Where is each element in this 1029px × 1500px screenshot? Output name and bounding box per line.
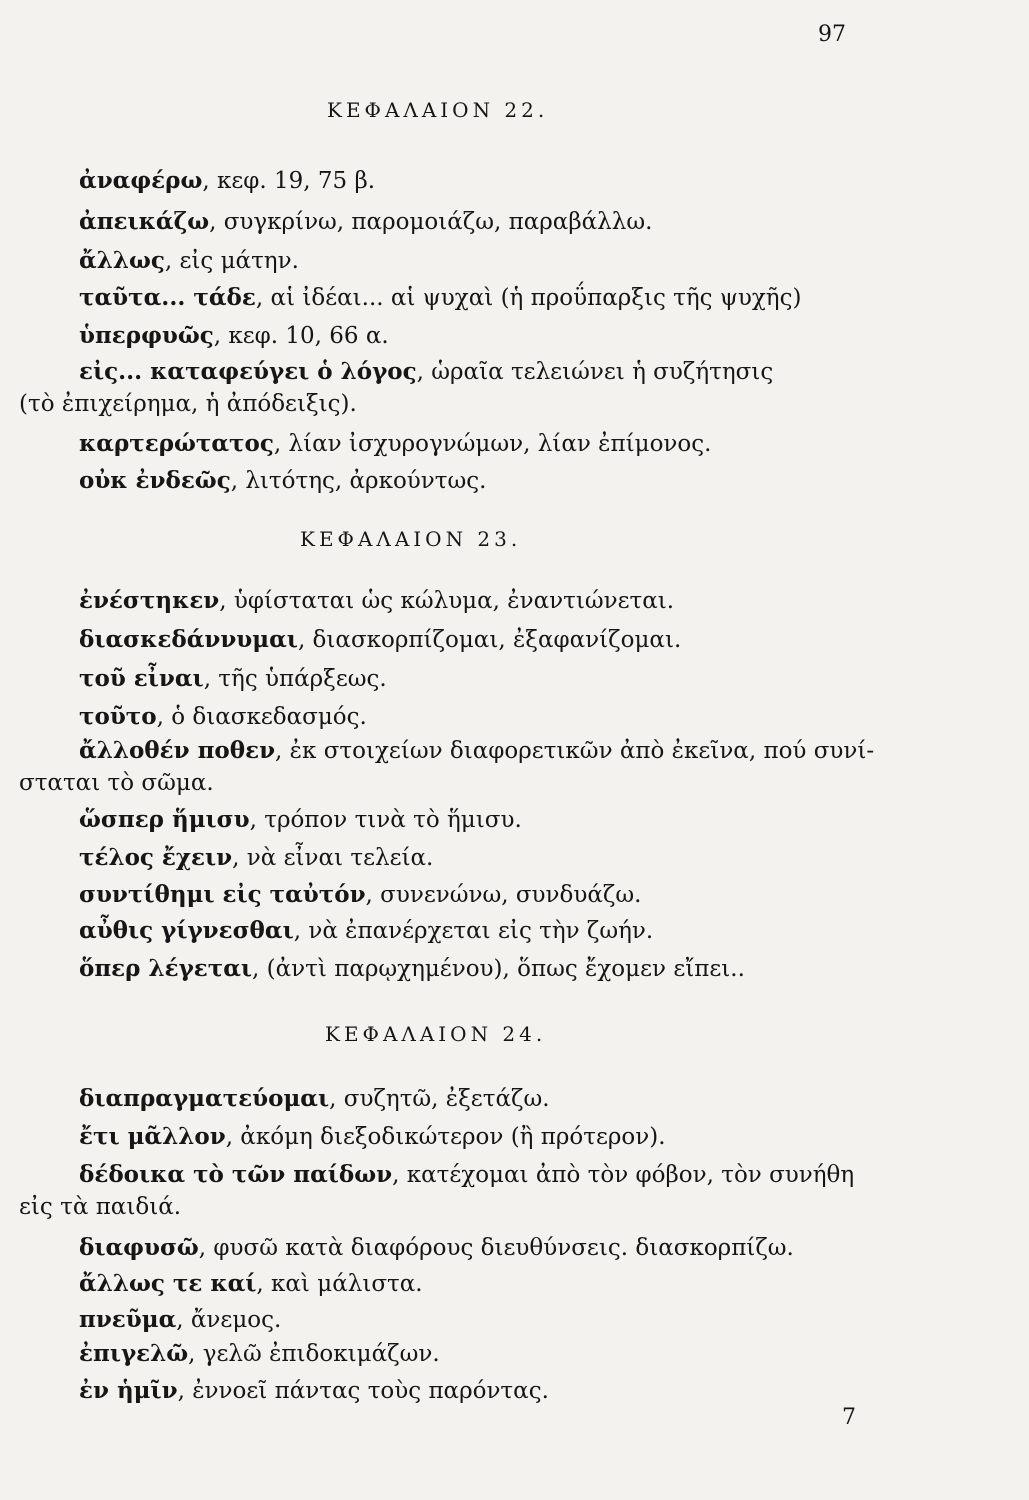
chapter-title: ΚΕΦΑΛΑΙΟΝ 23.: [300, 527, 522, 551]
glossary-entry: [79, 663, 387, 695]
glossary-entry: [79, 804, 522, 836]
entry-term: συντίθημι εἰς ταὐτόν: [79, 881, 366, 908]
glossary-entry: [79, 1304, 281, 1336]
entry-term: ταῦτα... τάδε: [79, 284, 256, 311]
entry-term: ἄλλως τε καί: [79, 1270, 257, 1297]
entry-gloss: , κεφ. 19, 75 β.: [202, 168, 376, 194]
entry-gloss: , καὶ μάλιστα.: [256, 1271, 423, 1297]
entry-gloss: , ὑφίσταται ὡς κώλυμα, ἐναντιώνεται.: [219, 588, 675, 614]
entry-gloss: , συνενώνω, συνδυάζω.: [365, 882, 642, 908]
entry-term: εἰς... καταφεύγει ὁ λόγος: [79, 358, 417, 385]
entry-gloss: , νὰ εἶναι τελεία.: [232, 845, 434, 871]
glossary-entry: [79, 879, 641, 911]
glossary-entry: [79, 701, 367, 733]
glossary-entry: [79, 1375, 549, 1407]
entry-term: ἔτι μᾶλλον: [79, 1123, 226, 1150]
entry-gloss: , διασκορπίζομαι, ἐξαφανίζομαι.: [297, 627, 682, 653]
signature-mark: 7: [842, 1405, 856, 1430]
glossary-entry: [19, 1159, 855, 1223]
glossary-entry: [19, 356, 774, 420]
entry-gloss: , κεφ. 10, 66 α.: [213, 323, 389, 349]
entry-gloss: , τῆς ὑπάρξεως.: [203, 666, 387, 692]
entry-term: ὑπερφυῶς: [79, 322, 214, 349]
entry-term: ἐν ἡμῖν: [79, 1377, 178, 1404]
entry-term: ἀναφέρω: [79, 167, 203, 194]
entry-term: διασκεδάννυμαι: [79, 626, 298, 653]
entry-term: διαφυσῶ: [79, 1234, 199, 1261]
entry-term: τοῦτο: [79, 703, 157, 730]
glossary-entry: [79, 1121, 666, 1153]
glossary-entry: [79, 1268, 423, 1300]
glossary-entry: [79, 1232, 794, 1264]
entry-gloss: , ἀκόμη διεξοδικώτερον (ἢ πρότερον).: [225, 1124, 666, 1150]
glossary-entry: [79, 1083, 550, 1115]
entry-term: ὥσπερ ἥμισυ: [79, 806, 250, 833]
glossary-entry: [79, 953, 745, 985]
entry-gloss: , γελῶ ἐπιδοκιμάζων.: [188, 1341, 440, 1367]
glossary-entry: [79, 428, 711, 460]
entry-term: ἐπιγελῶ: [79, 1340, 189, 1367]
entry-gloss: , λιτότης, ἀρκούντως.: [230, 468, 487, 494]
glossary-entry: [79, 206, 652, 238]
entry-term: τοῦ εἶναι: [79, 665, 204, 692]
glossary-entry: [79, 585, 674, 617]
entry-gloss: , ἐννοεῖ πάντας τοὺς παρόντας.: [177, 1378, 549, 1404]
entry-term: αὖθις γίγνεσθαι: [79, 917, 294, 944]
entry-term: καρτερώτατος: [79, 430, 274, 457]
entry-term: ἀπεικάζω: [79, 208, 210, 235]
glossary-entry: [79, 624, 681, 656]
entry-term: πνεῦμα: [79, 1306, 177, 1333]
entry-gloss: , ἐκ στοιχείων διαφορετικῶν ἀπὸ ἐκεῖνα, πού συνί-: [275, 738, 875, 764]
entry-gloss: , ἄνεμος.: [176, 1307, 282, 1333]
entry-continuation: εἰς τὰ παιδιά.: [19, 1194, 182, 1220]
entry-term: ἄλλως: [79, 247, 165, 274]
glossary-entry: [19, 735, 875, 799]
glossary-entry: [79, 282, 801, 314]
page-number: 97: [818, 22, 846, 47]
entry-gloss: , φυσῶ κατὰ διαφόρους διευθύνσεις. διασκορπίζω.: [198, 1235, 794, 1261]
entry-term: ἄλλοθέν ποθεν: [79, 737, 276, 764]
glossary-entry: [79, 165, 375, 197]
entry-gloss: , λίαν ἰσχυρογνώμων, λίαν ἐπίμονος.: [273, 431, 712, 457]
glossary-entry: [79, 465, 486, 497]
glossary-entry: [79, 245, 299, 277]
glossary-entry: [79, 320, 389, 352]
glossary-entry: [79, 1338, 440, 1370]
entry-term: οὐκ ἐνδεῶς: [79, 467, 231, 494]
entry-gloss: , συζητῶ, ἐξετάζω.: [329, 1086, 550, 1112]
glossary-entry: [79, 915, 653, 947]
entry-gloss: , τρόπον τινὰ τὸ ἥμισυ.: [249, 807, 522, 833]
entry-gloss: , ὁ διασκεδασμός.: [156, 704, 367, 730]
entry-gloss: , συγκρίνω, παρομοιάζω, παραβάλλω.: [209, 209, 653, 235]
entry-continuation: (τὸ ἐπιχείρημα, ἡ ἀπόδειξις).: [19, 391, 357, 417]
entry-continuation: σταται τὸ σῶμα.: [19, 770, 214, 796]
entry-gloss: , εἰς μάτην.: [164, 248, 299, 274]
entry-gloss: , νὰ ἐπανέρχεται εἰς τὴν ζωήν.: [293, 918, 654, 944]
entry-term: δέδοικα τὸ τῶν παίδων: [79, 1161, 393, 1188]
entry-gloss: , ὡραῖα τελειώνει ἡ συζήτησις: [416, 359, 774, 385]
entry-term: διαπραγματεύομαι: [79, 1085, 330, 1112]
chapter-title: ΚΕΦΑΛΑΙΟΝ 22.: [327, 98, 549, 122]
entry-term: ἐνέστηκεν: [79, 587, 220, 614]
glossary-entry: [79, 842, 433, 874]
entry-gloss: , αἱ ἰδέαι... αἱ ψυχαὶ (ἡ προΰπαρξις τῆς ψυχῆς): [255, 285, 802, 311]
chapter-title: ΚΕΦΑΛΑΙΟΝ 24.: [325, 1022, 547, 1046]
entry-gloss: , κατέχομαι ἀπὸ τὸν φόβον, τὸν συνήθη: [392, 1162, 855, 1188]
entry-gloss: , (ἀντὶ παρῳχημένου), ὅπως ἔχομεν εἴπει..: [252, 956, 745, 982]
entry-term: ὅπερ λέγεται: [79, 955, 253, 982]
entry-term: τέλος ἔχειν: [79, 844, 233, 871]
